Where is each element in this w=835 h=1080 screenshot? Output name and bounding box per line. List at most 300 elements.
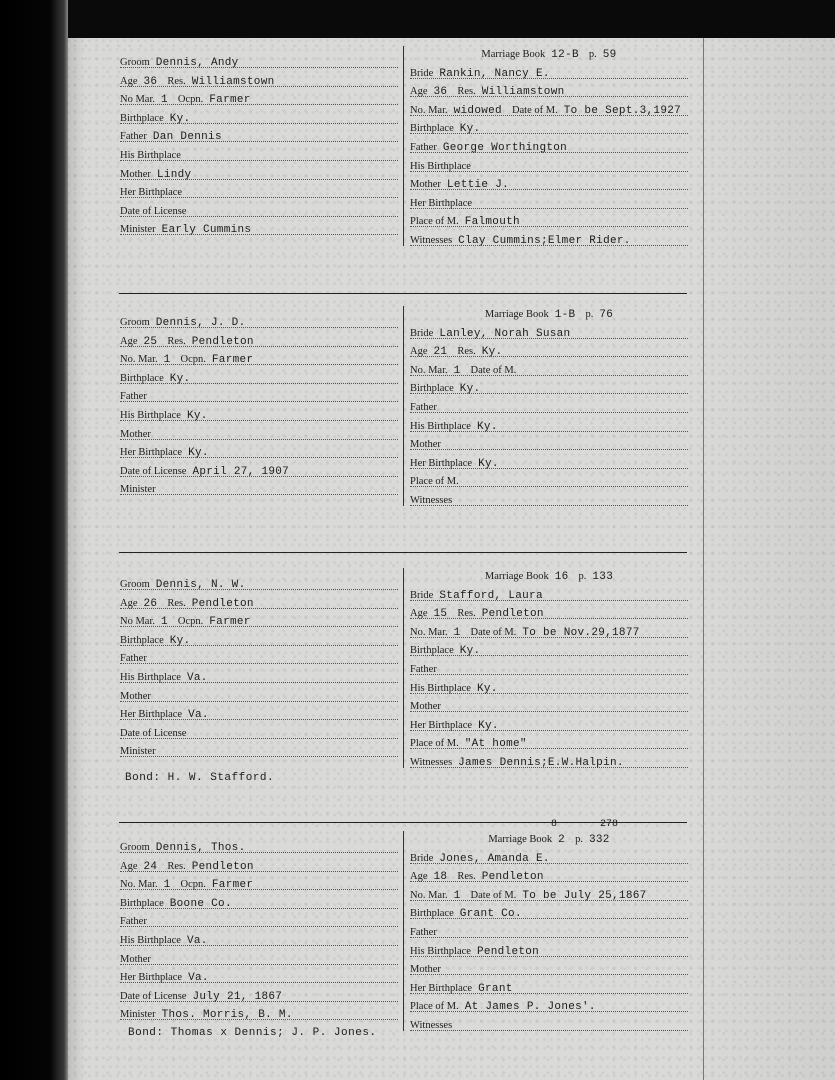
bride-row (410, 754, 688, 772)
bride-place-label: Place of M. (410, 476, 459, 488)
groom-row (120, 128, 398, 146)
groom-res: Pendleton (191, 335, 254, 348)
bride-his-birthplace-label: His Birthplace (410, 160, 471, 172)
bride-dom-label: Date of M. (511, 104, 558, 116)
groom-her-birthplace: Va. (188, 709, 209, 722)
bride-row (410, 850, 688, 868)
bride-book: 2 (558, 834, 566, 846)
bride-father-label: Father (410, 664, 437, 675)
groom-license-label: Date of License (120, 465, 187, 477)
bride-res-label: Res. (457, 346, 476, 358)
bride-row (410, 325, 688, 343)
bride-witnesses: Clay Cummins;Elmer Rider. (458, 235, 631, 247)
bride-place-label: Place of M. (410, 738, 459, 750)
groom-row (120, 91, 398, 109)
bride-dom-label: Date of M. (470, 364, 517, 376)
groom-her-birthplace-label: Her Birthplace (120, 709, 183, 721)
dotted-rule (410, 449, 688, 450)
bride-book: 1-B (554, 309, 576, 321)
groom-ocpn-label: Ocpn. (180, 879, 206, 891)
bride-row (410, 868, 688, 886)
groom-father-label: Father (120, 916, 147, 928)
bride-book: 16 (554, 571, 569, 583)
bride-age-label: Age (410, 86, 428, 98)
book-annotation: 8 (551, 819, 558, 830)
groom-ocpn: Farmer (211, 354, 254, 367)
dotted-rule (120, 756, 398, 757)
dotted-rule (410, 375, 688, 376)
groom-row (120, 166, 398, 184)
bride-row (410, 905, 688, 923)
groom-row (120, 913, 398, 931)
bride-bride: Stafford, Laura (439, 589, 543, 602)
groom-row (120, 73, 398, 91)
bride-page: 59 (602, 49, 617, 61)
dotted-rule (120, 439, 398, 440)
bride-row (410, 605, 688, 623)
dotted-rule (410, 937, 688, 938)
bride-bride-label: Bride (410, 67, 434, 79)
bride-her-birthplace-label: Her Birthplace (410, 982, 473, 994)
groom-groom: Dennis, N. W. (155, 579, 246, 591)
bride-row (410, 998, 688, 1016)
bride-birthplace: Ky. (459, 383, 481, 396)
bride-age: 15 (433, 608, 448, 621)
groom-groom-label: Groom (120, 57, 150, 68)
groom-row (120, 1006, 398, 1024)
groom-minister-label: Minister (120, 224, 156, 236)
bride-row (410, 980, 688, 998)
bride-nomar-label: No. Mar. (410, 104, 448, 116)
dotted-rule (120, 926, 398, 927)
bride-her-birthplace: Ky. (478, 719, 499, 732)
bride-place: "At home" (464, 738, 527, 751)
bride-dom-label: Date of M. (470, 889, 517, 901)
groom-row (120, 370, 398, 388)
dotted-rule (120, 889, 398, 890)
groom-mother-label: Mother (120, 953, 151, 965)
bride-birthplace: Ky. (459, 645, 481, 658)
bride-row (410, 587, 688, 605)
bride-row (410, 924, 688, 942)
groom-birthplace: Ky. (169, 634, 191, 647)
groom-row (120, 969, 398, 987)
groom-nomar-label: No. Mar. (120, 879, 158, 891)
bride-witnesses-label: Witnesses (410, 235, 453, 246)
bride-father-label: Father (410, 142, 437, 153)
bride-nomar: 1 (453, 626, 461, 639)
groom-row (120, 743, 398, 761)
bride-dom: To be July 25,1867 (522, 889, 647, 902)
bride-dom: To be Sept.3,1927 (563, 104, 682, 117)
scan-top-border (0, 0, 835, 40)
bride-mother-label: Mother (410, 179, 441, 191)
dotted-rule (120, 494, 398, 495)
bride-age: 21 (433, 346, 448, 359)
groom-nomar: 1 (161, 616, 168, 629)
bride-place-label: Place of M. (410, 216, 459, 228)
groom-his-birthplace-label: His Birthplace (120, 935, 181, 946)
bride-bride-label: Bride (410, 327, 434, 339)
groom-father-label: Father (120, 653, 147, 665)
bride-her-birthplace: Grant (478, 982, 513, 995)
bride-row (410, 887, 688, 905)
bride-row (410, 698, 688, 716)
bond-note: Bond: Thomas x Dennis; J. P. Jones. (128, 1027, 377, 1039)
bride-res-label: Res. (457, 608, 476, 620)
groom-birthplace: Ky. (169, 372, 191, 385)
scan-left-border (0, 0, 68, 1080)
groom-birthplace: Ky. (169, 112, 191, 125)
groom-row (120, 426, 398, 444)
groom-row (120, 895, 398, 913)
groom-minister-label: Minister (120, 1009, 156, 1021)
groom-row (120, 632, 398, 650)
bride-birthplace: Grant Co. (459, 908, 522, 921)
bride-nomar: 1 (453, 889, 461, 902)
groom-row (120, 725, 398, 743)
bride-row (410, 195, 688, 213)
groom-age-label: Age (120, 597, 138, 609)
groom-father: Dan Dennis (152, 131, 222, 144)
groom-her-birthplace: Va. (188, 972, 209, 985)
bride-his-birthplace: Ky. (476, 682, 498, 695)
bride-row (410, 65, 688, 83)
bride-row (410, 680, 688, 698)
groom-ocpn: Farmer (209, 616, 251, 629)
bride-his-birthplace: Pendleton (476, 945, 540, 958)
bride-row (410, 139, 688, 157)
bride-age-label: Age (410, 608, 428, 620)
dotted-rule (410, 674, 688, 675)
groom-ocpn: Farmer (209, 94, 251, 107)
groom-his-birthplace-label: His Birthplace (120, 672, 181, 683)
groom-res-label: Res. (167, 860, 186, 872)
bride-row (410, 158, 688, 176)
groom-groom: Dennis, J. D. (155, 317, 246, 329)
bride-birthplace-label: Birthplace (410, 645, 454, 657)
groom-row (120, 706, 398, 724)
groom-ocpn-label: Ocpn. (180, 354, 206, 366)
column-divider (403, 568, 404, 768)
groom-groom-label: Groom (120, 317, 150, 328)
bride-page: 76 (599, 309, 614, 321)
groom-row (120, 147, 398, 165)
groom-minister-label: Minister (120, 746, 156, 758)
bride-row (410, 83, 688, 101)
dotted-rule (120, 701, 398, 702)
bride-row (410, 473, 688, 491)
bride-row (410, 399, 688, 417)
groom-ocpn-label: Ocpn. (177, 94, 204, 106)
groom-row (120, 351, 398, 369)
groom-res: Williamstown (191, 75, 275, 88)
bride-nomar: 1 (453, 364, 461, 377)
dotted-rule (120, 608, 398, 609)
groom-his-birthplace: Va. (186, 672, 208, 684)
bride-father: George Worthington (442, 142, 568, 154)
groom-his-birthplace-label: His Birthplace (120, 150, 181, 161)
bride-row (410, 831, 688, 849)
groom-res-label: Res. (167, 75, 186, 87)
groom-license-label: Date of License (120, 205, 187, 217)
dotted-rule (410, 412, 688, 413)
bride-res: Ky. (481, 346, 503, 359)
bride-mother-label: Mother (410, 964, 441, 976)
bride-nomar: widowed (453, 104, 502, 117)
groom-age: 24 (143, 860, 158, 873)
bride-age-label: Age (410, 346, 428, 358)
bride-row (410, 943, 688, 961)
bride-row (410, 492, 688, 510)
groom-minister: Thos. Morris, B. M. (161, 1009, 293, 1022)
groom-row (120, 876, 398, 894)
bride-nomar-label: No. Mar. (410, 626, 448, 638)
bride-row (410, 436, 688, 454)
dotted-rule (410, 618, 688, 619)
groom-row (120, 932, 398, 950)
bride-book-label: Marriage Book (481, 49, 546, 60)
bride-her-birthplace-label: Her Birthplace (410, 197, 473, 209)
bride-res-label: Res. (457, 86, 476, 98)
groom-age: 25 (143, 335, 158, 348)
dotted-rule (120, 346, 398, 347)
bride-row (410, 961, 688, 979)
groom-row (120, 650, 398, 668)
groom-row (120, 669, 398, 687)
record-separator (119, 552, 687, 553)
bride-page: 332 (588, 834, 610, 846)
groom-row (120, 444, 398, 462)
bride-dom: To be Nov.29,1877 (522, 626, 640, 639)
bride-book-label: Marriage Book (488, 834, 553, 845)
groom-res-label: Res. (167, 597, 186, 609)
bride-her-birthplace: Ky. (478, 457, 499, 470)
groom-row (120, 388, 398, 406)
groom-mother-label: Mother (120, 168, 151, 180)
bride-res: Williamstown (481, 86, 565, 99)
groom-mother: Lindy (156, 168, 192, 181)
record-separator (119, 293, 687, 294)
groom-birthplace-label: Birthplace (120, 897, 164, 909)
bride-her-birthplace-label: Her Birthplace (410, 719, 473, 731)
page-edge-line (703, 38, 704, 1080)
bride-father-label: Father (410, 927, 437, 938)
groom-row (120, 407, 398, 425)
groom-row (120, 314, 398, 332)
column-divider (403, 831, 404, 1031)
bride-his-birthplace-label: His Birthplace (410, 945, 471, 957)
bride-witnesses-label: Witnesses (410, 1020, 453, 1031)
groom-license-label: Date of License (120, 727, 187, 739)
bride-page-label: p. (575, 834, 583, 845)
bride-place-label: Place of M. (410, 1001, 459, 1013)
dotted-rule (410, 881, 688, 882)
bride-row (410, 306, 688, 324)
bride-mother-label: Mother (410, 439, 441, 451)
bride-mother: Lettie J. (446, 179, 510, 192)
groom-birthplace: Boone Co. (169, 897, 232, 910)
groom-her-birthplace-label: Her Birthplace (120, 187, 183, 199)
bride-bride-label: Bride (410, 852, 434, 864)
bride-father-label: Father (410, 402, 437, 413)
groom-row (120, 54, 398, 72)
groom-res: Pendleton (191, 860, 254, 873)
dotted-rule (410, 711, 688, 712)
groom-groom: Dennis, Thos. (155, 842, 246, 854)
bride-dom-label: Date of M. (470, 626, 517, 638)
groom-nomar: 1 (163, 354, 171, 367)
groom-age: 36 (143, 75, 158, 88)
bride-page: 133 (592, 571, 614, 583)
bride-row (410, 343, 688, 361)
bride-row (410, 232, 688, 250)
bride-row (410, 455, 688, 473)
bride-row (410, 362, 688, 380)
bride-witnesses-label: Witnesses (410, 495, 453, 506)
groom-birthplace-label: Birthplace (120, 112, 164, 124)
bride-row (410, 568, 688, 586)
bride-age: 18 (433, 871, 448, 884)
bride-page-label: p. (578, 571, 587, 582)
bride-row (410, 380, 688, 398)
bride-his-birthplace-label: His Birthplace (410, 420, 471, 432)
column-divider (403, 46, 404, 246)
bride-her-birthplace-label: Her Birthplace (410, 457, 473, 469)
groom-birthplace-label: Birthplace (120, 372, 164, 384)
bride-nomar-label: No. Mar. (410, 364, 448, 376)
bride-row (410, 102, 688, 120)
groom-row (120, 595, 398, 613)
bride-row (410, 213, 688, 231)
groom-row (120, 110, 398, 128)
bride-nomar-label: No. Mar. (410, 889, 448, 901)
groom-ocpn: Farmer (211, 879, 254, 892)
groom-row (120, 688, 398, 706)
groom-row (120, 184, 398, 202)
groom-license: July 21, 1867 (192, 990, 283, 1003)
bride-row (410, 642, 688, 660)
bride-bride: Rankin, Nancy E. (439, 67, 550, 80)
bride-row (410, 120, 688, 138)
groom-groom-label: Groom (120, 842, 150, 853)
groom-groom-label: Groom (120, 579, 150, 590)
groom-father-label: Father (120, 391, 147, 403)
bride-birthplace-label: Birthplace (410, 123, 454, 135)
bride-row (410, 176, 688, 194)
groom-her-birthplace-label: Her Birthplace (120, 447, 183, 459)
column-divider (403, 306, 404, 506)
page-annotation: 278 (600, 819, 619, 830)
groom-ocpn-label: Ocpn. (177, 616, 204, 628)
dotted-rule (120, 364, 398, 365)
groom-row (120, 576, 398, 594)
bride-res: Pendleton (481, 608, 544, 621)
dotted-rule (120, 871, 398, 872)
groom-row (120, 613, 398, 631)
bride-res: Pendleton (481, 871, 544, 884)
groom-nomar-label: No Mar. (120, 616, 155, 628)
bride-place: At James P. Jones'. (464, 1001, 596, 1014)
bride-row (410, 1017, 688, 1035)
groom-his-birthplace: Va. (186, 935, 208, 947)
dotted-rule (120, 401, 398, 402)
bride-birthplace: Ky. (459, 123, 481, 136)
bride-book-label: Marriage Book (484, 571, 549, 582)
groom-row (120, 463, 398, 481)
bride-row (410, 735, 688, 753)
bride-witnesses-label: Witnesses (410, 757, 453, 768)
bride-row (410, 46, 688, 64)
groom-father-label: Father (120, 131, 147, 143)
groom-row (120, 203, 398, 221)
groom-minister-label: Minister (120, 484, 156, 496)
bond-note: Bond: H. W. Stafford. (125, 772, 275, 784)
groom-age-label: Age (120, 335, 138, 347)
bride-bride: Lanley, Norah Susan (439, 327, 571, 340)
bride-row (410, 418, 688, 436)
groom-row (120, 839, 398, 857)
bride-row (410, 661, 688, 679)
bride-row (410, 624, 688, 642)
bride-age: 36 (433, 86, 448, 99)
bride-book-label: Marriage Book (484, 309, 549, 320)
groom-res: Pendleton (191, 597, 254, 610)
groom-license: April 27, 1907 (192, 465, 290, 478)
groom-age-label: Age (120, 75, 138, 87)
bride-age-label: Age (410, 871, 428, 883)
groom-row (120, 333, 398, 351)
bride-witnesses: James Dennis;E.W.Halpin. (458, 757, 624, 769)
dotted-rule (120, 663, 398, 664)
groom-age: 26 (143, 597, 158, 610)
groom-nomar: 1 (163, 879, 171, 892)
groom-license-label: Date of License (120, 990, 187, 1002)
groom-her-birthplace: Ky. (188, 447, 209, 460)
groom-his-birthplace: Ky. (186, 410, 208, 422)
groom-mother-label: Mother (120, 690, 151, 702)
bride-place: Falmouth (464, 216, 520, 229)
groom-nomar: 1 (161, 94, 168, 107)
groom-row (120, 221, 398, 239)
groom-row (120, 951, 398, 969)
groom-nomar-label: No. Mar. (120, 354, 158, 366)
groom-row (120, 481, 398, 499)
groom-row (120, 988, 398, 1006)
bride-book: 12-B (551, 49, 579, 61)
groom-birthplace-label: Birthplace (120, 634, 164, 646)
groom-groom: Dennis, Andy (155, 57, 239, 69)
bride-page-label: p. (585, 309, 594, 320)
groom-his-birthplace-label: His Birthplace (120, 410, 181, 421)
bride-birthplace-label: Birthplace (410, 908, 454, 920)
bride-row (410, 717, 688, 735)
groom-her-birthplace-label: Her Birthplace (120, 972, 183, 984)
bride-page-label: p. (588, 49, 597, 60)
bride-bride: Jones, Amanda E. (439, 852, 550, 865)
bride-his-birthplace: Ky. (476, 420, 498, 433)
groom-minister: Early Cummins (161, 224, 252, 237)
dotted-rule (410, 974, 688, 975)
bride-res-label: Res. (457, 871, 476, 883)
groom-nomar-label: No Mar. (120, 94, 155, 106)
dotted-rule (120, 964, 398, 965)
bride-his-birthplace-label: His Birthplace (410, 682, 471, 694)
groom-age-label: Age (120, 860, 138, 872)
bride-birthplace-label: Birthplace (410, 383, 454, 395)
groom-mother-label: Mother (120, 428, 151, 440)
bride-mother-label: Mother (410, 701, 441, 713)
